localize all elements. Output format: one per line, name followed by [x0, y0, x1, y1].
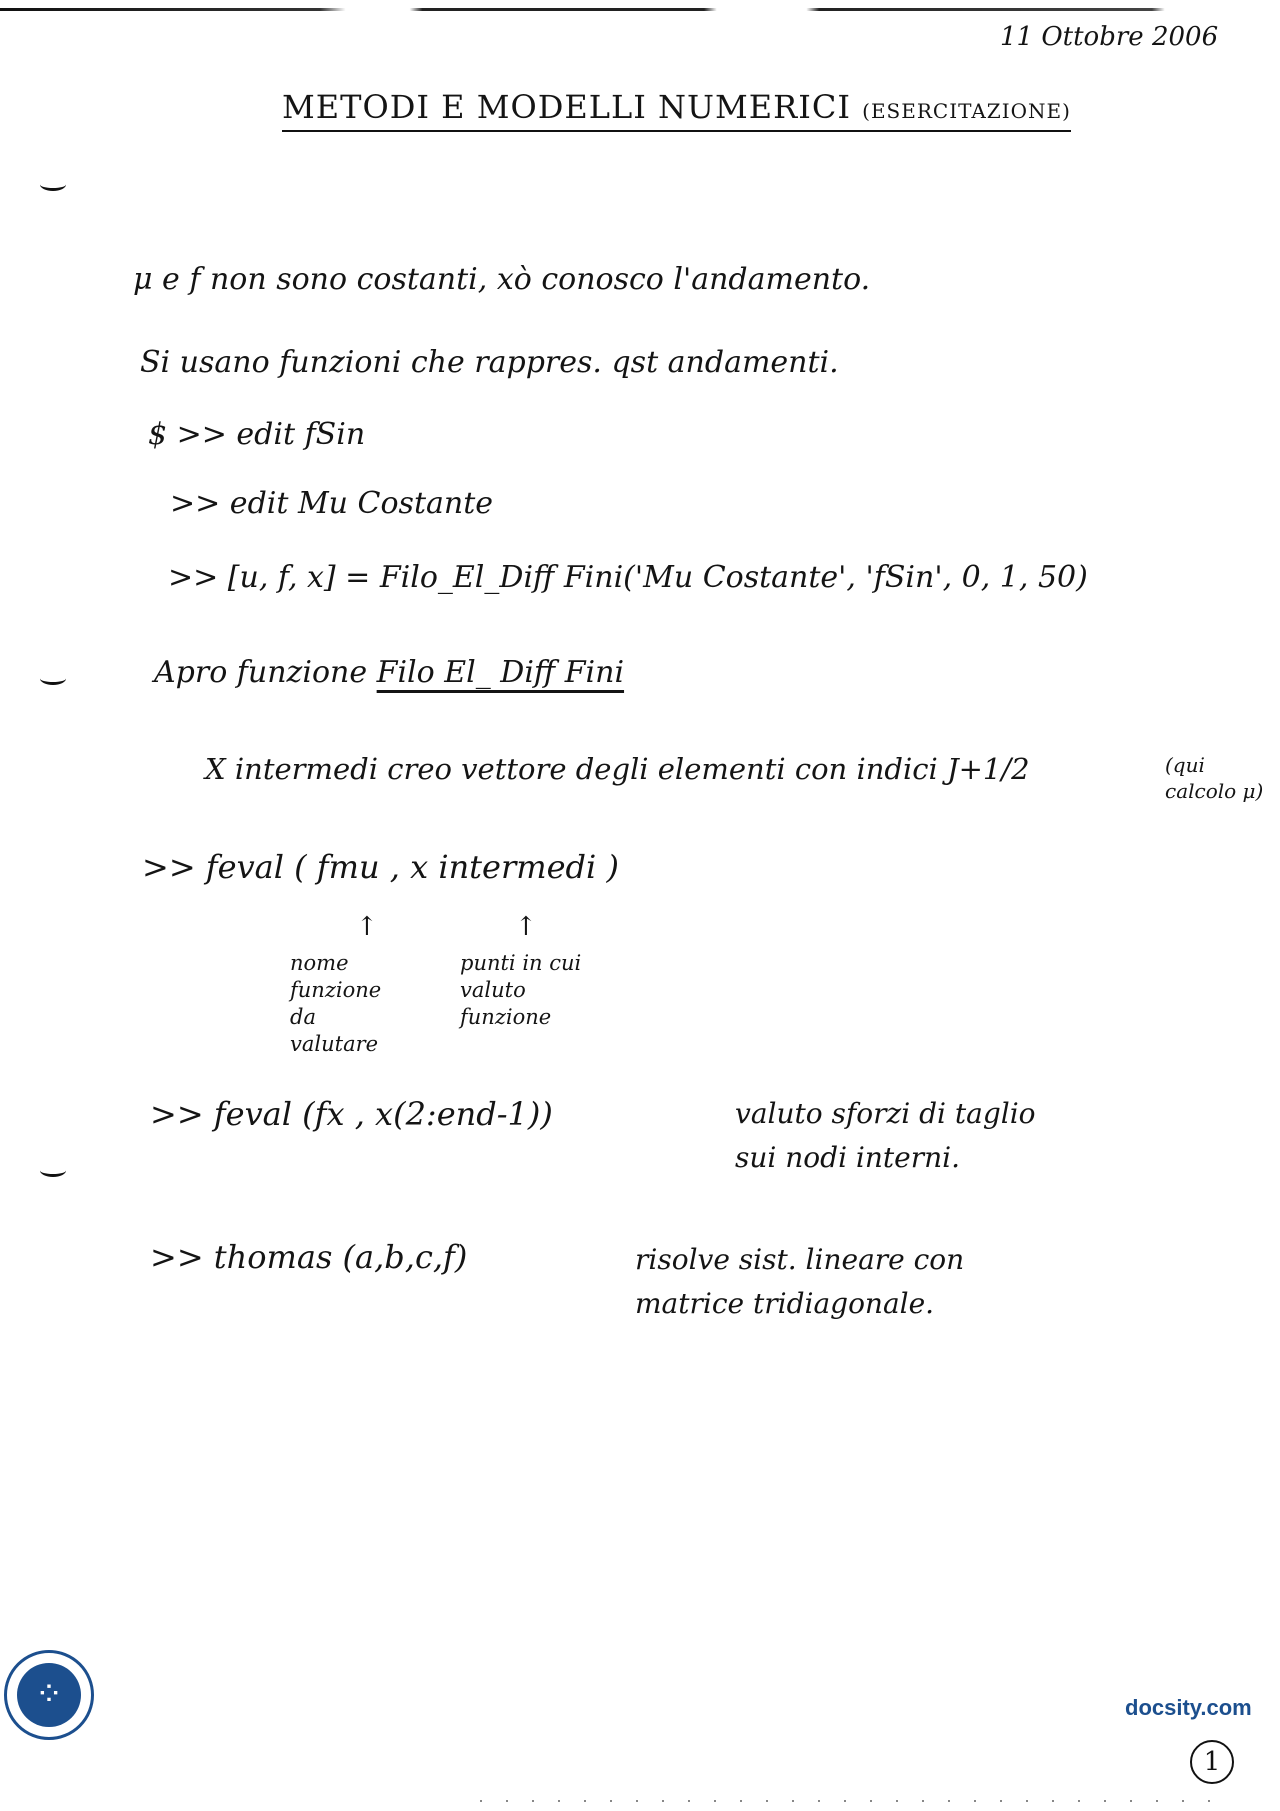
- document-date: 11 Ottobre 2006: [1000, 22, 1219, 52]
- note-line-10-comment: risolve sist. lineare con matrice tridiagonale.: [635, 1243, 965, 1320]
- brand-link[interactable]: docsity.com: [1125, 1695, 1252, 1720]
- page-title: [282, 88, 1071, 132]
- bottom-dotted-rule: [480, 1800, 1220, 1802]
- margin-mark: [40, 1164, 66, 1177]
- margin-mark: [40, 672, 66, 685]
- logo-dots-icon: ⁘: [17, 1663, 81, 1727]
- note-line-10: >> thomas (a,b,c,f): [150, 1238, 468, 1276]
- note-line-7: X intermedi creo vettore degli elementi con indici J+1/2: [205, 752, 1030, 786]
- note-line-6: [154, 655, 624, 690]
- note-line-6-prefix: Apro funzione: [154, 655, 368, 690]
- note-line-9: >> feval (fx , x(2:end-1)): [150, 1095, 553, 1133]
- title-sub: (ESERCITAZIONE): [862, 99, 1071, 123]
- annotation-eval-points: punti in cui valuto funzione: [460, 951, 582, 1029]
- note-line-3: $ >> edit fSin: [148, 417, 366, 452]
- title-main: METODI E MODELLI NUMERICI: [282, 88, 851, 126]
- margin-mark: [40, 178, 66, 191]
- docsity-logo[interactable]: [4, 1650, 94, 1740]
- note-line-2: Si usano funzioni che rappres. qst andamenti.: [140, 345, 839, 380]
- page-number: 1: [1190, 1740, 1234, 1784]
- note-line-5: >> [u, f, x] = Filo_El_Diff Fini('Mu Costante', 'fSin', 0, 1, 50): [168, 560, 1088, 595]
- up-arrow-icon: ↑: [356, 912, 378, 942]
- note-line-1: μ e f non sono costanti, xò conosco l'andamento.: [133, 262, 871, 297]
- note-line-4: >> edit Mu Costante: [170, 486, 494, 521]
- annotation-function-name: nome funzione da valutare: [290, 951, 382, 1056]
- note-line-7-aside: (qui calcolo μ): [1165, 753, 1264, 803]
- top-rule: [0, 8, 1280, 11]
- note-line-6-function: Filo El_ Diff Fini: [376, 655, 625, 690]
- note-line-9-comment: valuto sforzi di taglio sui nodi interni.: [735, 1097, 1036, 1174]
- up-arrow-icon: ↑: [515, 912, 537, 942]
- note-line-8: >> feval ( fmu , x intermedi ): [142, 848, 619, 886]
